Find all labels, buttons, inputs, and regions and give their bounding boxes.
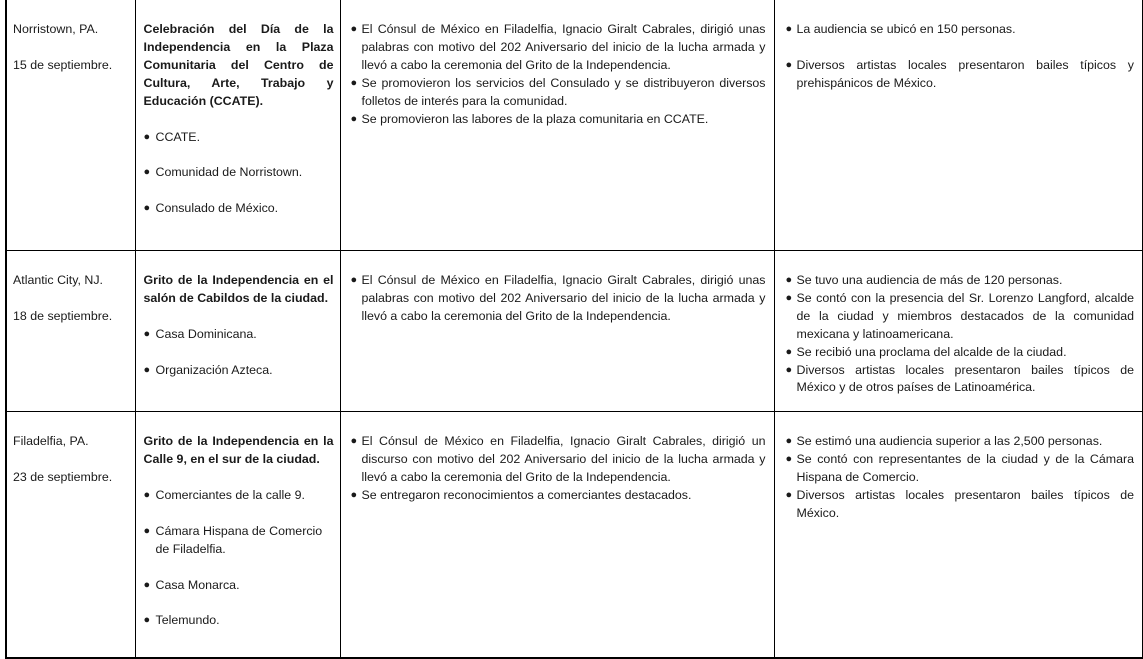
activities-cell bbox=[340, 412, 774, 659]
list-item: ● Comunidad de Norristown. bbox=[144, 164, 334, 182]
bullet-dot-icon: ● bbox=[350, 112, 358, 125]
activities-list bbox=[351, 272, 766, 326]
list-item: ● Se tuvo una audiencia de más de 120 personas. bbox=[786, 272, 1135, 290]
organizer-list bbox=[144, 326, 334, 380]
organizer-list bbox=[144, 129, 334, 219]
results-list bbox=[786, 272, 1135, 397]
bullet-dot-icon: ● bbox=[785, 452, 793, 465]
bullet-dot-icon: ● bbox=[143, 166, 151, 179]
bullet-dot-icon: ● bbox=[785, 23, 793, 35]
date-text: 18 de septiembre. bbox=[13, 308, 113, 323]
bullet-dot-icon: ● bbox=[350, 435, 358, 447]
event-cell bbox=[135, 0, 340, 251]
event-title: Grito de la Independencia en el salón de Cabildos de la ciudad. bbox=[143, 273, 334, 305]
list-item: ● Diversos artistas locales presentaron bailes típicos de México y de otros países de Latinoamérica. bbox=[785, 362, 1134, 395]
results-list bbox=[786, 21, 1135, 93]
bullet-dot-icon: ● bbox=[143, 363, 151, 376]
list-item: ● Se contó con la presencia del Sr. Lorenzo Langford, alcalde de la ciudad y miembros destacados de la comunidad mexicana y latinoamericana. bbox=[785, 290, 1134, 341]
location-cell bbox=[6, 0, 135, 251]
bullet-dot-icon: ● bbox=[143, 488, 151, 501]
list-item: ● Se entregaron reconocimientos a comerciantes destacados. bbox=[351, 487, 766, 505]
list-item: ● Se estimó una audiencia superior a las 2,500 personas. bbox=[786, 433, 1135, 451]
activities-list bbox=[351, 433, 766, 505]
bullet-dot-icon: ● bbox=[143, 202, 151, 215]
activities-cell bbox=[340, 0, 774, 251]
list-item: ● Se promovieron las labores de la plaza comunitaria en CCATE. bbox=[351, 111, 766, 129]
location-text: Norristown, PA. bbox=[13, 22, 99, 36]
list-item: ● Comerciantes de la calle 9. bbox=[144, 487, 334, 505]
date-text: 15 de septiembre. bbox=[13, 57, 113, 72]
location-cell bbox=[6, 251, 135, 412]
bullet-dot-icon: ● bbox=[350, 274, 358, 286]
list-item: ● Casa Dominicana. bbox=[144, 326, 334, 344]
bullet-dot-icon: ● bbox=[143, 327, 151, 340]
list-item: ● Diversos artistas locales presentaron bailes típicos y prehispánicos de México. bbox=[785, 57, 1134, 90]
list-item: ● El Cónsul de México en Filadelfia, Ignacio Giralt Cabrales, dirigió unas palabras con motivo del 202 Aniversario del inicio de la lucha armada y llevó a cabo la ceremonia del Grito de la Independencia. bbox=[350, 22, 766, 72]
list-item: ● Cámara Hispana de Comercio de Filadelfia. bbox=[143, 523, 323, 556]
table-row bbox=[6, 251, 1143, 412]
location-text: Filadelfia, PA. bbox=[13, 434, 89, 448]
event-cell bbox=[135, 412, 340, 659]
bullet-dot-icon: ● bbox=[785, 274, 793, 286]
activities-cell bbox=[340, 251, 774, 412]
events-table bbox=[5, 0, 1143, 659]
event-cell bbox=[135, 251, 340, 412]
bullet-dot-icon: ● bbox=[350, 23, 358, 35]
bullet-dot-icon: ● bbox=[350, 76, 358, 89]
event-title: Celebración del Día de la Independencia en la Plaza Comunitaria del Centro de Cultura, Arte, Trabajo y Educación (CCATE). bbox=[143, 22, 334, 108]
table-row bbox=[6, 412, 1143, 659]
event-title: Grito de la Independencia en la Calle 9, en el sur de la ciudad. bbox=[143, 434, 334, 466]
bullet-dot-icon: ● bbox=[143, 130, 151, 143]
bullet-dot-icon: ● bbox=[785, 435, 793, 447]
list-item: ● El Cónsul de México en Filadelfia, Ignacio Giralt Cabrales, dirigió un discurso con motivo del 202 Aniversario del inicio de la lucha armada y llevó a cabo la ceremonia del Grito de la Independencia. bbox=[350, 434, 766, 484]
list-item: ● Telemundo. bbox=[144, 612, 334, 630]
activities-list bbox=[351, 21, 766, 128]
bullet-dot-icon: ● bbox=[143, 578, 151, 591]
list-item: ● Consulado de México. bbox=[144, 200, 334, 218]
bullet-dot-icon: ● bbox=[785, 58, 793, 71]
results-cell bbox=[774, 251, 1143, 412]
location-text: Atlantic City, NJ. bbox=[13, 273, 103, 287]
bullet-dot-icon: ● bbox=[143, 614, 151, 627]
list-item: ● CCATE. bbox=[144, 129, 334, 147]
list-item: ● Se promovieron los servicios del Consulado y se distribuyeron diversos folletos de interés para la comunidad. bbox=[350, 75, 766, 108]
organizer-list bbox=[144, 487, 334, 631]
bullet-dot-icon: ● bbox=[350, 488, 358, 501]
results-cell bbox=[774, 412, 1143, 659]
list-item: ● Diversos artistas locales presentaron bailes típicos de México. bbox=[785, 487, 1134, 520]
table-row bbox=[6, 0, 1143, 251]
date-text: 23 de septiembre. bbox=[13, 469, 113, 484]
list-item: ● La audiencia se ubicó en 150 personas. bbox=[786, 21, 1135, 39]
results-cell bbox=[774, 0, 1143, 251]
list-item: ● Se recibió una proclama del alcalde de la ciudad. bbox=[786, 344, 1135, 362]
list-item: ● Organización Azteca. bbox=[144, 362, 334, 380]
results-list bbox=[786, 433, 1135, 523]
bullet-dot-icon: ● bbox=[785, 488, 793, 501]
bullet-dot-icon: ● bbox=[143, 524, 151, 537]
bullet-dot-icon: ● bbox=[785, 345, 793, 358]
location-cell bbox=[6, 412, 135, 659]
bullet-dot-icon: ● bbox=[785, 291, 793, 304]
list-item: ● Casa Monarca. bbox=[144, 577, 334, 595]
list-item: ● El Cónsul de México en Filadelfia, Ignacio Giralt Cabrales, dirigió unas palabras con motivo del 202 Aniversario del inicio de la lucha armada y llevó a cabo la ceremonia del Grito de la Independencia. bbox=[350, 273, 766, 323]
list-item: ● Se contó con representantes de la ciudad y de la Cámara Hispana de Comercio. bbox=[785, 451, 1134, 484]
bullet-dot-icon: ● bbox=[785, 363, 793, 376]
